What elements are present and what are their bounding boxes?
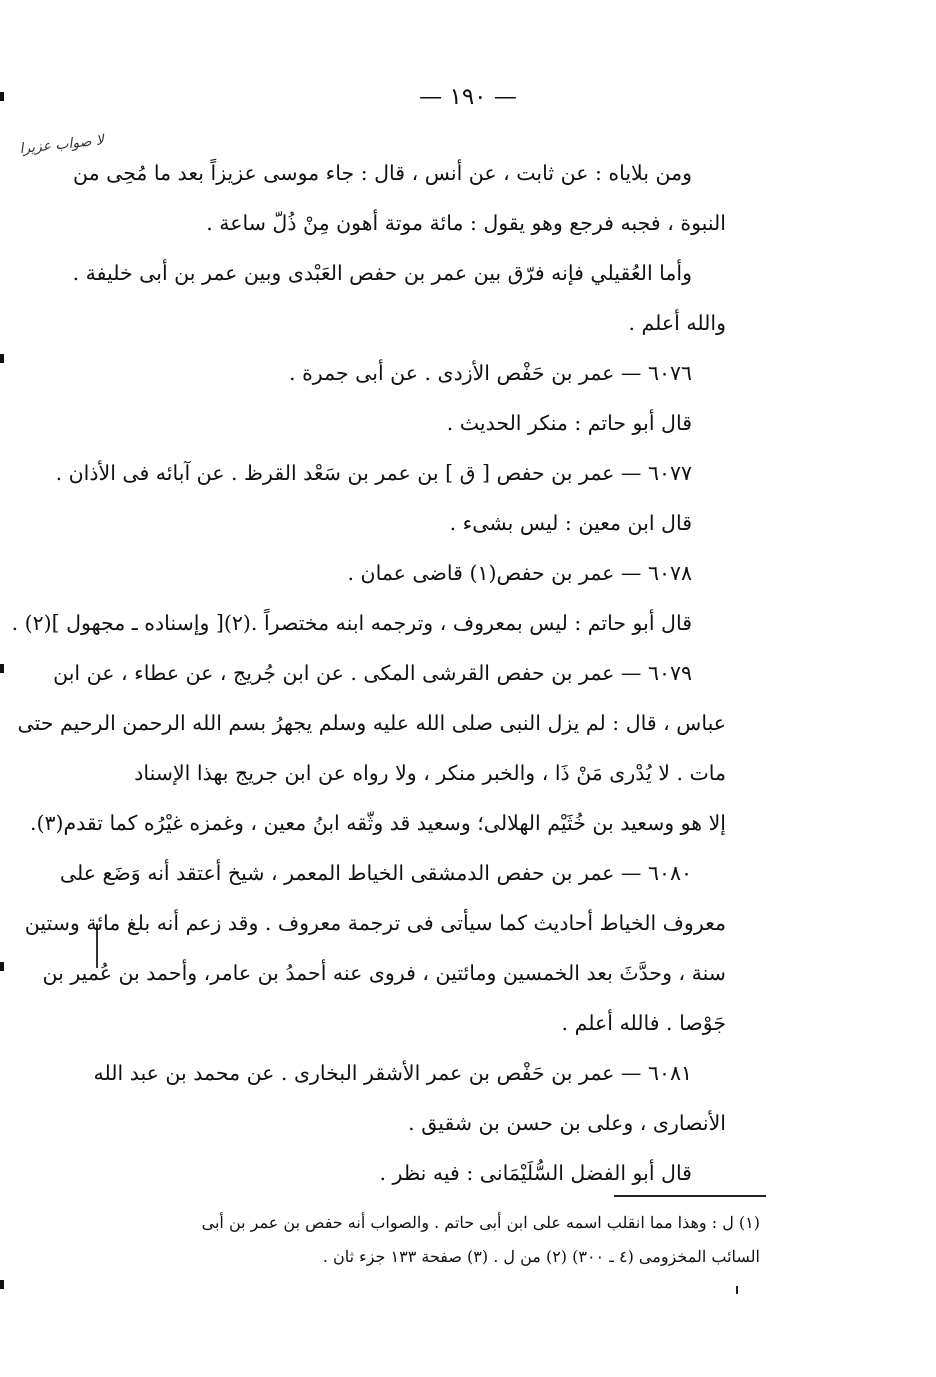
text-line: جَوْصا . فالله أعلم . [561,1011,726,1035]
main-text [11,148,726,1198]
text-line: والله أعلم . [628,311,726,335]
text-line: عباس ، قال : لم يزل النبى صلى الله عليه وسلم يجهرُ بسم الله الرحمن الرحيم حتى [17,711,726,735]
text-line: الأنصارى ، وعلى بن حسن بن شقيق . [408,1111,726,1135]
page-number: — ١٩٠ — [419,84,517,110]
footnote-line: السائب المخزومى (٤ ـ ٣٠٠) (٢) من ل . (٣) صفحة ١٣٣ جزء ثان . [322,1247,760,1266]
text-line: قال أبو حاتم : منكر الحديث . [446,411,692,435]
handwritten-margin-note: لا صواب عزيرا [18,132,105,158]
text-line: معروف الخياط أحاديث كما سيأتى فى ترجمة معروف . وقد زعم أنه بلغ مائة وستين [24,911,726,935]
footnotes [100,1206,760,1274]
text-line: قال أبو الفضل السُّلَيْمَانى : فيه نظر . [379,1161,692,1185]
text-line: قال أبو حاتم : ليس بمعروف ، وترجمه ابنه مختصراً .(٢)[ وإسناده ـ مجهول ](٢) . [11,611,692,635]
scan-edge-mark [0,92,4,101]
footnote-divider [614,1195,766,1197]
scan-speck [736,1286,738,1294]
entry-6079: ٦٠٧٩ — عمر بن حفص القرشى المكى . عن ابن جُريج ، عن عطاء ، عن ابن [53,661,692,685]
entry-6076: ٦٠٧٦ — عمر بن حَفْص الأزدى . عن أبى جمرة . [289,361,692,385]
scan-edge-mark [0,1280,4,1289]
scan-edge-mark [0,664,4,673]
text-line: وأما العُقيلي فإنه فرّق بين عمر بن حفص العَبْدى وبين عمر بن أبى خليفة . [72,261,692,285]
footnote-line: (١) ل : وهذا مما انقلب اسمه على ابن أبى حاتم . والصواب أنه حفص بن عمر بن أبى [201,1213,760,1232]
text-line: سنة ، وحدَّثَ بعد الخمسين ومائتين ، فروى عنه أحمدُ بن عامر، وأحمد بن عُمير بن [42,961,726,985]
text-line: إلا هو وسعيد بن خُثَيْم الهلالى؛ وسعيد قد وثّقه ابنُ معين ، وغمزه غيْرُه كما تقدم(٣). [29,811,726,835]
entry-6077: ٦٠٧٧ — عمر بن حفص [ ق ] بن عمر بن سَعْد القرظ . عن آبائه فى الأذان . [55,461,692,485]
entry-6078: ٦٠٧٨ — عمر بن حفص(١) قاضى عمان . [347,561,692,585]
text-line: ومن بلاياه : عن ثابت ، عن أنس ، قال : جاء موسى عزيزاً بعد ما مُحِى من [73,161,692,185]
text-line: قال ابن معين : ليس بشىء . [449,511,692,535]
text-line: النبوة ، فجبه فرجع وهو يقول : مائة موتة أهون مِنْ ذُلّ ساعة . [206,211,726,235]
scan-edge-mark [0,962,4,971]
entry-6081: ٦٠٨١ — عمر بن حَفْص بن عمر الأشقر البخارى . عن محمد بن عبد الله [93,1061,692,1085]
entry-6080: ٦٠٨٠ — عمر بن حفص الدمشقى الخياط المعمر ، شيخ أعتقد أنه وَضَع على [59,861,692,885]
text-line: مات . لا يُدْرى مَنْ ذَا ، والخبر منكر ، ولا رواه عن ابن جريج بهذا الإسناد [134,761,726,785]
scan-edge-mark [0,354,4,363]
